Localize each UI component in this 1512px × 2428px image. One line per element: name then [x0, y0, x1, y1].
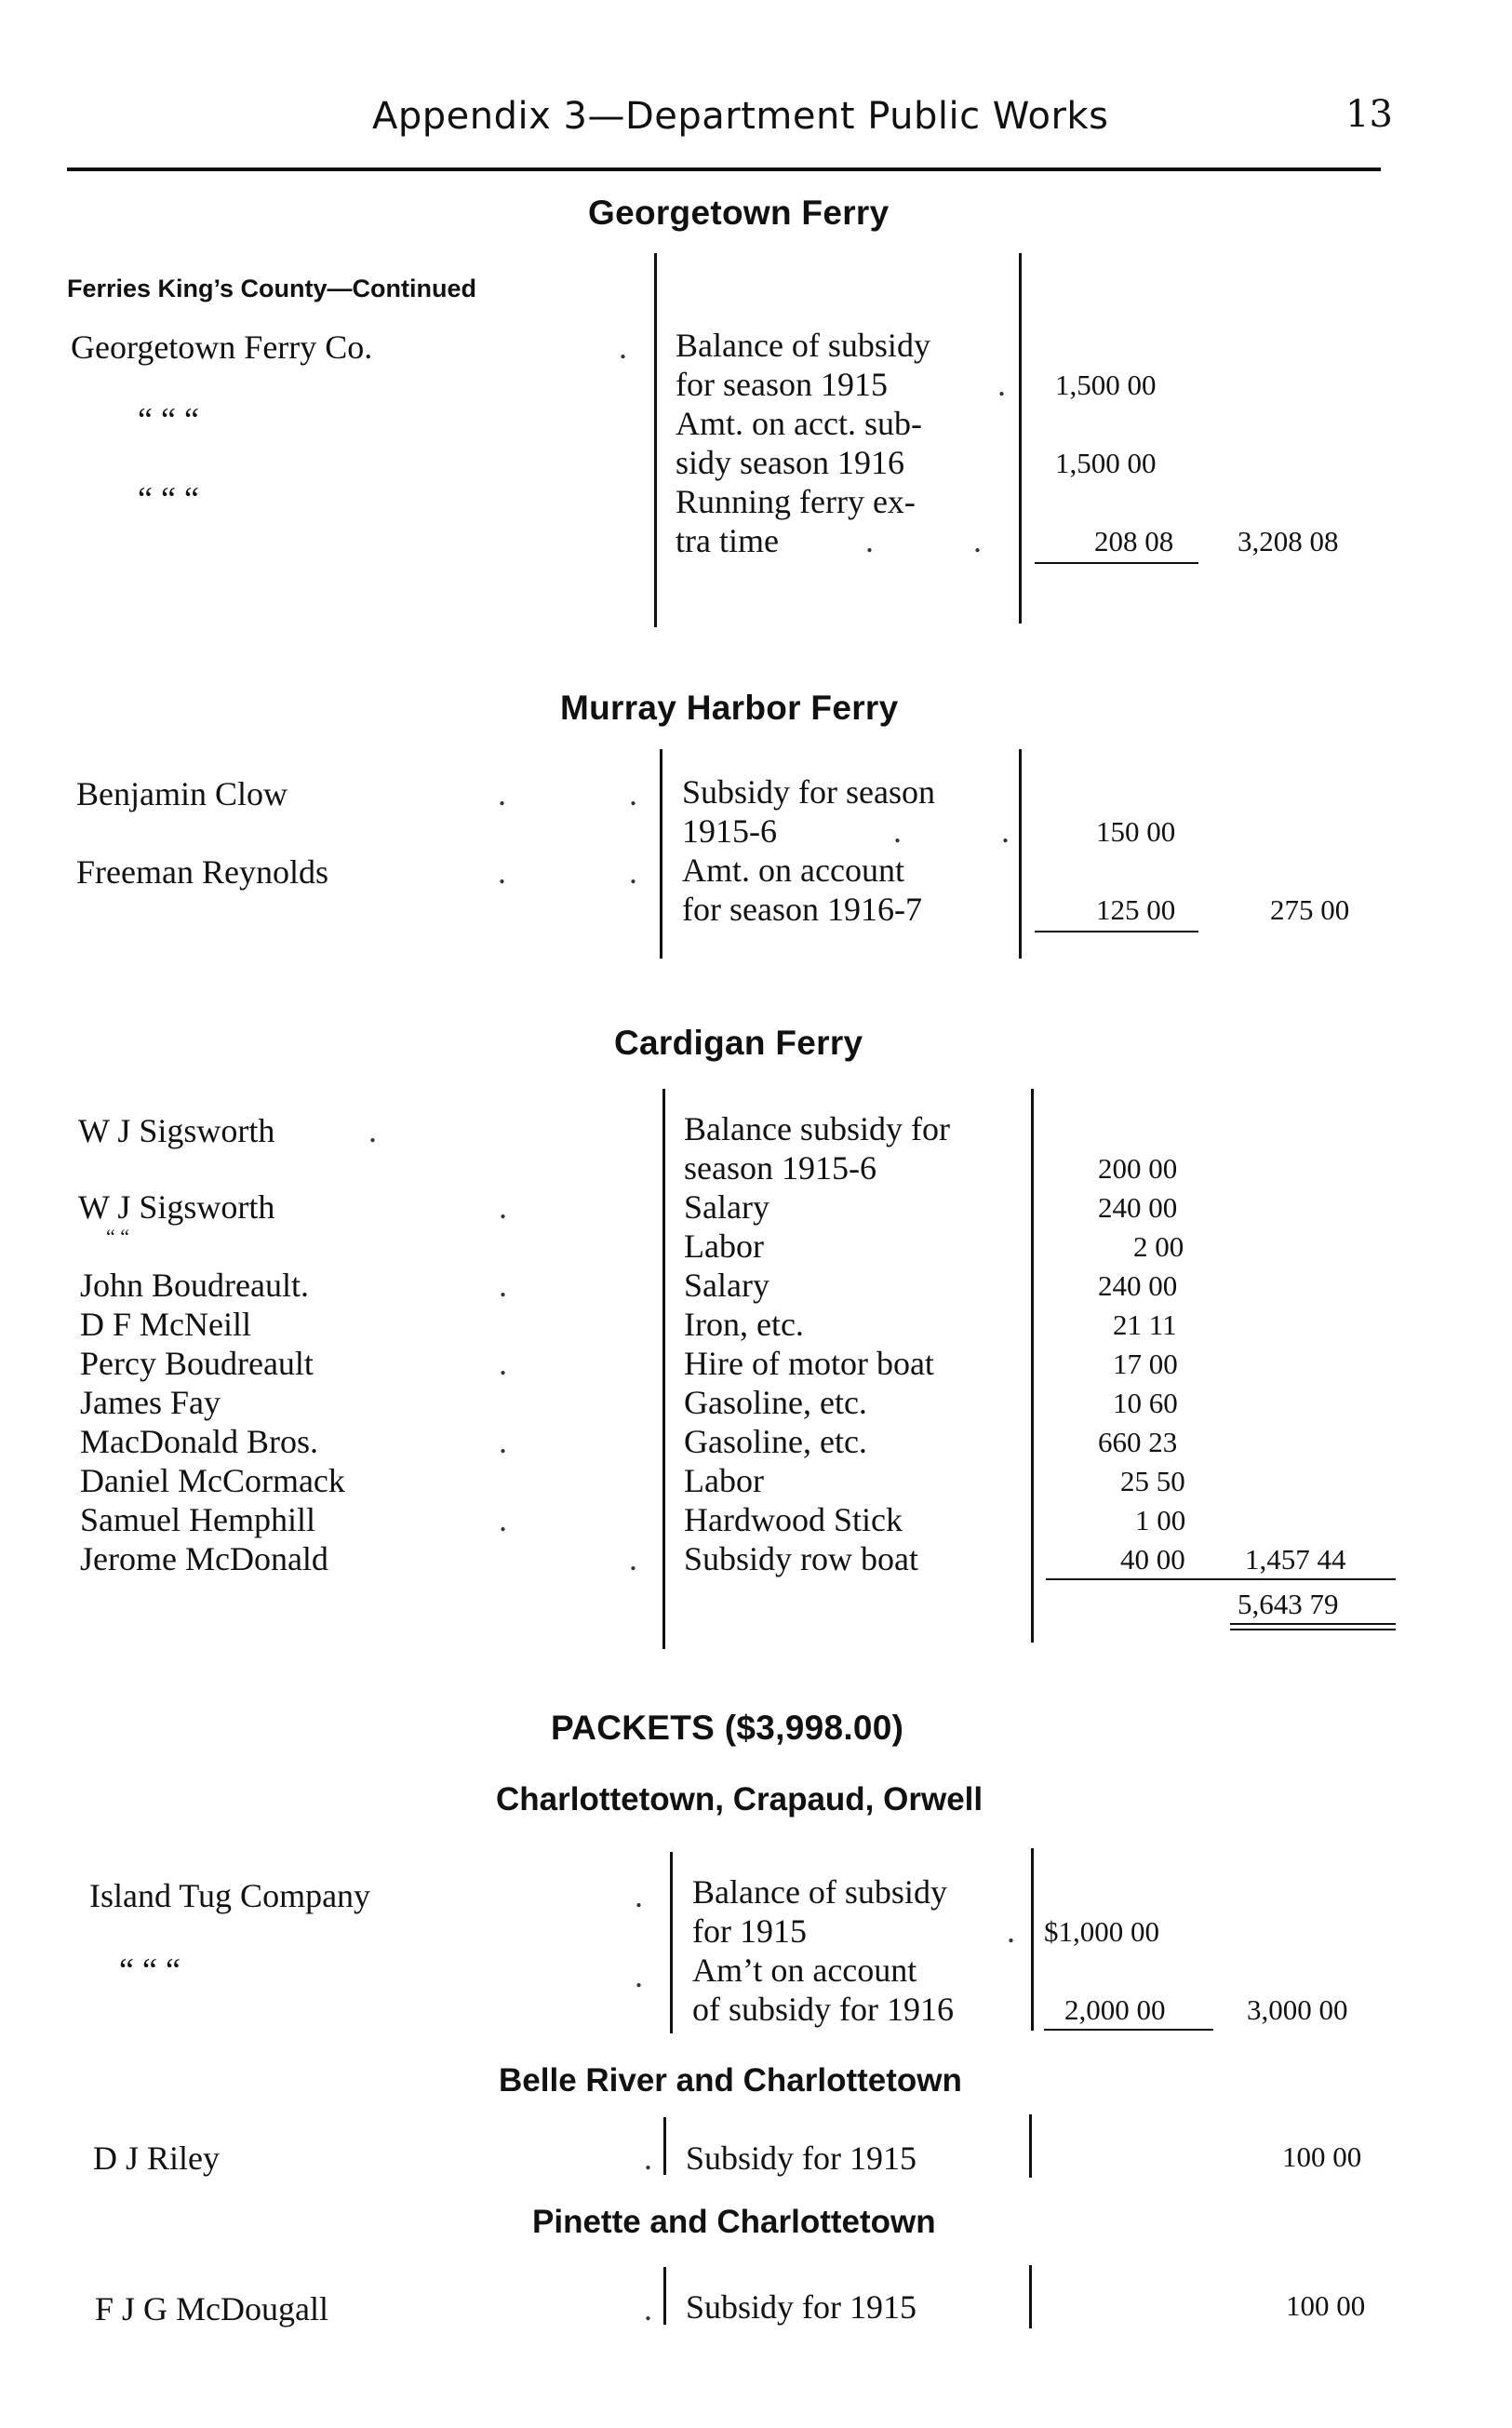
total: 1,457 44 [1245, 1543, 1346, 1576]
amount: $1,000 00 [1044, 1915, 1159, 1948]
payee: Daniel McCormack [80, 1462, 345, 1499]
description: of subsidy for 1916 [692, 1991, 954, 2028]
description: Hardwood Stick [684, 1501, 903, 1538]
total: 275 00 [1270, 893, 1350, 926]
description: Labor [684, 1462, 764, 1499]
column-divider [1019, 253, 1022, 624]
leader-dot: . [865, 522, 874, 559]
total: 100 00 [1286, 2289, 1366, 2322]
description: season 1915-6 [684, 1149, 876, 1187]
amount: 1,500 00 [1055, 369, 1157, 401]
description: Balance subsidy for [684, 1110, 950, 1147]
route-heading: Pinette and Charlottetown [532, 2204, 936, 2240]
leader-dot: . [499, 1267, 507, 1304]
payee: F J G McDougall [95, 2290, 328, 2327]
description: Salary [684, 1267, 769, 1304]
total: 3,000 00 [1247, 1993, 1348, 2026]
description: Subsidy for season [682, 773, 935, 811]
leader-dot: . [973, 522, 982, 559]
leader-dot: . [499, 1423, 507, 1460]
grand-total: 5,643 79 [1238, 1588, 1339, 1620]
route-heading: Belle River and Charlottetown [499, 2062, 962, 2099]
ditto-payee: “ “ “ [138, 401, 199, 438]
subtotal-rule [1035, 562, 1198, 564]
description: Amt. on account [682, 852, 904, 889]
amount: 240 00 [1098, 1191, 1178, 1224]
amount: 2 00 [1133, 1230, 1184, 1263]
description: Am’t on account [692, 1952, 917, 1989]
column-divider [1029, 2265, 1032, 2328]
amount: 125 00 [1096, 893, 1176, 926]
description: Balance of subsidy [676, 327, 930, 364]
column-divider [1029, 2114, 1032, 2178]
route-heading: Charlottetown, Crapaud, Orwell [496, 1781, 983, 1818]
column-divider [1031, 1848, 1034, 2031]
leader-dot: . [997, 366, 1006, 403]
ditto-payee: “ “ [106, 1225, 130, 1248]
total: 100 00 [1282, 2140, 1362, 2173]
description: Labor [684, 1227, 764, 1265]
payee: Island Tug Company [89, 1877, 371, 1914]
amount: 25 50 [1120, 1465, 1185, 1497]
description: sidy season 1916 [676, 444, 904, 481]
ditto-payee: “ “ “ [138, 480, 199, 517]
description: tra time [676, 522, 779, 559]
column-divider [1031, 1089, 1034, 1643]
payee: D J Riley [93, 2140, 221, 2177]
payee: James Fay [80, 1384, 221, 1421]
payee: Benjamin Clow [76, 775, 288, 812]
column-divider [654, 253, 657, 627]
grand-total-rule [1230, 1629, 1396, 1630]
column-divider [660, 749, 662, 959]
amount: 40 00 [1120, 1543, 1185, 1576]
description: for season 1916-7 [682, 891, 922, 928]
column-divider [1019, 749, 1022, 959]
amount: 660 23 [1098, 1426, 1178, 1458]
leader-dot: . [629, 1540, 637, 1577]
payee: W J Sigsworth [78, 1188, 275, 1226]
description: Subsidy for 1915 [686, 2140, 917, 2177]
column-divider [670, 1852, 673, 2033]
leader-dot: . [629, 775, 637, 812]
header-rule [67, 168, 1381, 171]
description: Balance of subsidy [692, 1873, 947, 1911]
leader-dot: . [644, 2290, 652, 2327]
payee: Samuel Hemphill [80, 1501, 315, 1538]
leader-dot: . [499, 1345, 507, 1382]
subtotal-rule [1044, 2029, 1213, 2031]
column-divider [662, 1089, 665, 1649]
leader-dot: . [893, 812, 902, 850]
section-heading-georgetown: Georgetown Ferry [588, 194, 890, 232]
amount: 150 00 [1096, 815, 1176, 848]
payee: Jerome McDonald [80, 1540, 328, 1577]
total: 3,208 08 [1238, 525, 1339, 557]
leader-dot: . [629, 853, 637, 891]
description: Amt. on acct. sub- [676, 405, 922, 442]
leader-dot: . [1007, 1912, 1015, 1950]
description: Gasoline, etc. [684, 1384, 867, 1421]
payee: Georgetown Ferry Co. [71, 329, 373, 366]
amount: 1 00 [1135, 1504, 1186, 1536]
amount: 10 60 [1113, 1387, 1178, 1419]
description: for 1915 [692, 1912, 807, 1950]
leader-dot: . [1001, 812, 1010, 850]
leader-dot: . [499, 1188, 507, 1226]
subheading-ferries-kings-county: Ferries King’s County—Continued [67, 275, 477, 302]
subtotal-rule [1046, 1578, 1396, 1580]
amount: 2,000 00 [1064, 1993, 1166, 2026]
payee: Percy Boudreault [80, 1345, 314, 1382]
subtotal-rule [1035, 931, 1198, 932]
section-heading-packets: PACKETS ($3,998.00) [551, 1709, 904, 1747]
description: for season 1915 [676, 366, 888, 403]
payee: W J Sigsworth [78, 1112, 275, 1149]
section-heading-cardigan: Cardigan Ferry [614, 1024, 863, 1062]
description: Subsidy for 1915 [686, 2288, 917, 2326]
ditto-payee: “ “ “ [119, 1952, 181, 1989]
amount: 240 00 [1098, 1269, 1178, 1302]
amount: 200 00 [1098, 1152, 1178, 1185]
leader-dot: . [499, 1501, 507, 1538]
description: Running ferry ex- [676, 483, 916, 520]
amount: 17 00 [1113, 1348, 1178, 1380]
payee: D F McNeill [80, 1306, 251, 1343]
amount: 208 08 [1094, 525, 1174, 557]
amount: 21 11 [1113, 1308, 1177, 1341]
section-heading-murray-harbor: Murray Harbor Ferry [560, 689, 899, 727]
payee: John Boudreault. [80, 1267, 309, 1304]
leader-dot: . [368, 1112, 377, 1149]
grand-total-rule [1230, 1623, 1396, 1625]
description: Hire of motor boat [684, 1345, 934, 1382]
amount: 1,500 00 [1055, 447, 1157, 479]
description: 1915-6 [682, 812, 777, 850]
description: Iron, etc. [684, 1306, 804, 1343]
payee: Freeman Reynolds [76, 853, 328, 891]
column-divider [663, 2117, 666, 2175]
description: Subsidy row boat [684, 1540, 918, 1577]
leader-dot: . [635, 1957, 643, 1994]
payee: MacDonald Bros. [80, 1423, 318, 1460]
page-number: 13 [1345, 93, 1393, 136]
leader-dot: . [498, 775, 506, 812]
leader-dot: . [635, 1877, 643, 1914]
running-title: Appendix 3—Department Public Works [372, 95, 1109, 138]
leader-dot: . [619, 329, 627, 366]
leader-dot: . [644, 2140, 652, 2177]
leader-dot: . [498, 853, 506, 891]
description: Gasoline, etc. [684, 1423, 867, 1460]
description: Salary [684, 1188, 769, 1226]
column-divider [663, 2267, 666, 2325]
